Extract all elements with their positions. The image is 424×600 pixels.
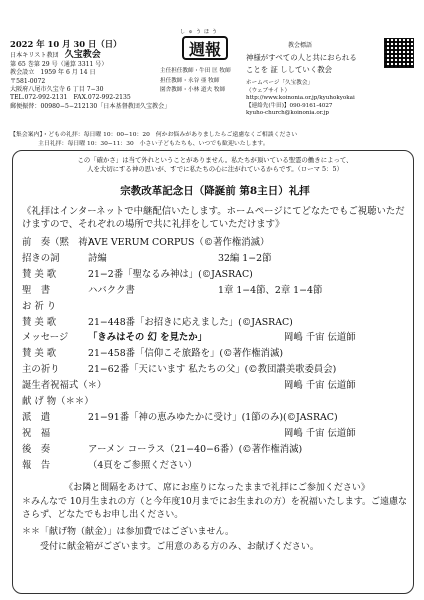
footer-note-4: 受付に献金箱がございます。ご用意のある方のみ、お献げください。: [40, 542, 319, 552]
order-row: [22, 443, 412, 457]
order-item-detail: 21−448番「お招きに応えました」(©JASRAC): [88, 316, 293, 328]
order-item-detail: 21−62番「天にいます 私たちの父」(©教団讃美歌委員会): [88, 364, 337, 376]
order-row: [22, 411, 412, 425]
footer-note-2: ＊みんなで 10月生まれの方（と今年度10月までにお生まれの方）を祝福いたします。ご遠慮なさらず、どなたでもお申し出ください。: [22, 497, 408, 520]
address: 大阪府八尾市久宝寺 6 丁目 7−30: [10, 86, 104, 94]
order-item-name: 聖 書: [22, 284, 51, 296]
footer-note-3: ＊＊「献げ物（献金）」は参加費ではございません。: [22, 527, 235, 537]
broadcast-intro: 《礼拝はインターネットで中継配信いたします。ホームページにてどなたでもご視聴いただけますので、それぞれの場所で共に礼拝をしていただけます》: [22, 206, 405, 230]
homepage-info: [246, 80, 416, 118]
order-item-detail: （4頁をご参照ください）: [88, 459, 198, 471]
homepage-url[interactable]: http://www.koinonia.or.jp/kyuhokyokai: [246, 95, 355, 102]
order-item-detail: 詩編: [88, 252, 107, 264]
order-item-name: お 祈 り: [22, 300, 57, 312]
order-row: [22, 252, 412, 266]
staff-1: 主任担任教師・牛田 匡 牧師: [160, 68, 231, 74]
order-row: [22, 459, 412, 473]
order-item-leader: 32編 1−2節: [218, 252, 272, 264]
order-row: [22, 284, 412, 298]
order-row: [22, 379, 412, 393]
order-row: [22, 236, 412, 250]
order-item-detail: 21−2番「聖なるみ神は」(©JASRAC): [88, 268, 253, 280]
motto-line-1: 神様がすべての人と共におられる: [246, 53, 357, 62]
contact-email[interactable]: kyuho-church@koinonia.or.jp: [246, 110, 329, 117]
order-row: [22, 300, 412, 314]
order-item-name: 招きの詞: [22, 252, 60, 264]
order-item-leader: 1章 1−4節、2章 1−4節: [218, 284, 323, 296]
order-row: [22, 395, 412, 409]
church-motto: [246, 52, 378, 76]
order-item-name: 派 遣: [22, 411, 51, 423]
church-line: [10, 51, 162, 60]
order-item-name: 賛 美 歌: [22, 348, 57, 360]
order-item-name: 誕生者祝福式（＊）: [22, 380, 107, 392]
homepage-line-1: ホームページ「久宝教会」: [246, 80, 314, 86]
title-ruby: しゅうほう: [180, 29, 221, 35]
order-item-name: 祝 福: [22, 427, 51, 439]
volume-number: 第 65 巻第 29 号（通算 3311 号）: [10, 60, 108, 68]
order-item-name: 主の祈り: [22, 364, 60, 376]
order-row: [22, 427, 412, 441]
homepage-line-2: （ウェブサイト）: [246, 87, 291, 94]
staff-3: 園舎教師・小林 道夫 牧師: [160, 87, 226, 94]
header-info: [10, 39, 171, 111]
footer-note-1: 《お隣と間隔をあけて、席にお座りになったままで礼拝にご参加ください》: [64, 483, 370, 493]
order-row: [22, 363, 412, 377]
postal-transfer: 郵便振替：00980−5−212130「日本基督教団久宝教会」: [10, 102, 171, 110]
order-item-detail: ハバクク書: [88, 284, 135, 296]
bible-verse: [30, 156, 400, 174]
contact-phone: 【連絡先(牛田)】090-9161-4027: [246, 102, 333, 109]
order-item-name: 賛 美 歌: [22, 316, 57, 328]
motto-label: 教会標語: [288, 42, 313, 49]
order-item-detail: 21−458番「信仰こそ旅路を」(©著作権消滅): [88, 348, 283, 360]
founded-date: 教会設立 1959 年 6 月 14 日: [10, 69, 96, 77]
verse-line-1: この「確かさ」は当て外れということがありません。私たちが頂いている聖霊の働きによって、: [77, 156, 353, 164]
order-row: [22, 347, 412, 361]
order-item-detail: AVE VERUM CORPUS（©著作権消滅）: [88, 237, 270, 248]
postal-code: 〒581-0072: [10, 77, 46, 85]
order-item-name: 後 奏: [22, 443, 51, 455]
order-item-detail: 21−91番「神の恵みゆたかに受け」(1節のみ)(©JASRAC): [88, 411, 338, 423]
church-prefix: 日本キリスト教団: [10, 52, 59, 60]
staff-2: 担任教師・永谷 亜 牧師: [160, 77, 220, 84]
notice-line-1: 【集会案内】・どもの礼拝：毎日曜 10：00−10：20 何かお悩みがありましたらご遠慮なくご相談ください: [10, 132, 298, 138]
order-item-detail: アーメン コーラス（21−40−6番）(©著作権消滅): [88, 443, 303, 455]
church-name: 久宝教会: [64, 50, 101, 61]
order-item-leader: 岡嶋 千宙 伝道師: [284, 380, 356, 392]
order-item-name: 前 奏（黙 祷）: [22, 237, 98, 248]
order-item-leader: 岡嶋 千宙 伝道師: [284, 427, 356, 439]
order-item-name: 賛 美 歌: [22, 268, 57, 280]
order-item-name: 報 告: [22, 459, 51, 471]
order-row: [22, 268, 412, 282]
order-row: [22, 331, 412, 345]
page-title: 週報: [182, 36, 228, 60]
motto-line-2: ことを 証 ししていく教会: [246, 65, 332, 74]
bulletin-date: 2022 年 10 月 30 日（日）: [10, 39, 122, 49]
notice-line-2: 主日礼拝：毎日曜 10：30−11：30 小さい子どもたちも、いつでも歓迎いたします。: [38, 140, 269, 147]
service-title: 宗教改革記念日（降誕前 第8主日）礼拝: [120, 185, 310, 197]
qr-code-icon[interactable]: [384, 38, 414, 68]
order-row: [22, 316, 412, 330]
verse-line-2: 人を大切にする神の思いが、すでに私たちの心に注がれているからです。（ローマ 5：5）: [87, 165, 343, 173]
meeting-notice: [10, 131, 420, 148]
order-item-name: 献 げ 物（＊＊）: [22, 396, 94, 407]
order-item-leader: 岡嶋 千宙 伝道師: [284, 332, 356, 344]
order-item-detail: 「きみはその 幻 を見たか」: [88, 332, 208, 344]
tel-fax: TEL.072-992-2131 FAX.072-992-2135: [10, 94, 131, 102]
order-item-name: メッセージ: [22, 332, 69, 344]
